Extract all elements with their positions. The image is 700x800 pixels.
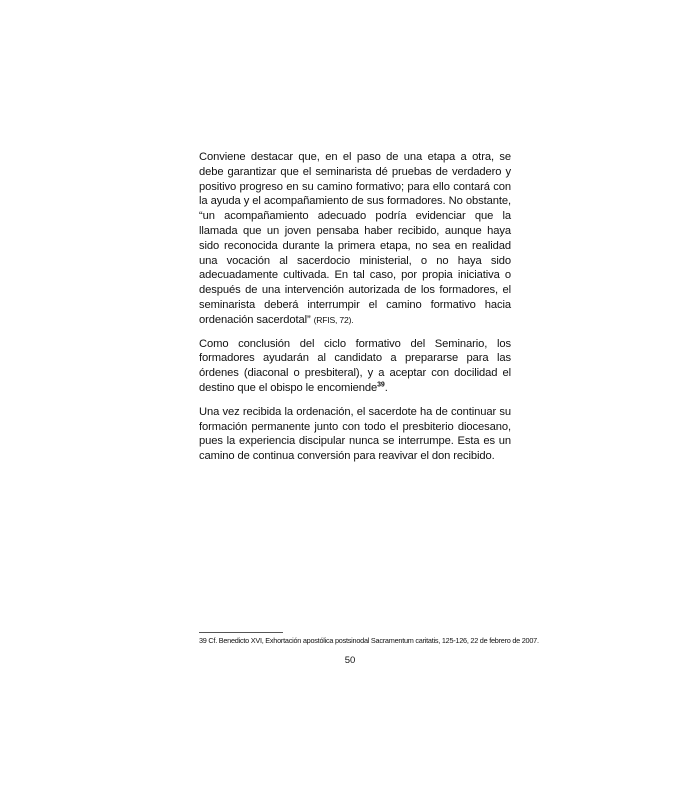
footnote-divider (199, 632, 283, 633)
paragraph (199, 405, 511, 464)
paragraph-text: Una vez recibida la ordenación, el sacerdote ha de continuar su formación permanente junto con todo el presbiterio diocesano, pues la experiencia discipular nunca se interrumpe. Esta es un camino de continua conversión para reavivar el don recibido. (199, 405, 511, 463)
footnote: 39 Cf. Benedicto XVI, Exhortación apostólica postsinodal Sacramentum caritatis, 125-126, 22 de febrero de 2007. (199, 636, 539, 645)
footnote-marker[interactable]: 39 (377, 381, 385, 389)
paragraph-punctuation: . (384, 381, 388, 394)
page-number: 50 (344, 655, 356, 666)
paragraph-text: Conviene destacar que, en el paso de una etapa a otra, se debe garantizar que el seminarista dé pruebas de verdadero y positivo progreso en su camino formativo; para ello contará con la ayuda y el acompañamiento de sus formadores. No obstante, “un acompañamiento adecuado podría evidenciar que la llamada que un joven pensaba haber recibido, aunque haya sido reconocida durante la primera etapa, no sea en realidad una vocación al sacerdocio ministerial, o no haya sido adecuadamente cultivada. En tal caso, por propia iniciativa o después de una intervención autorizada de los formadores, el seminarista deberá interrumpir el camino formativo hacia ordenación sacerdotal” (199, 151, 511, 326)
paragraph (199, 150, 511, 328)
main-text (199, 150, 511, 473)
citation-reference: (RFIS, 72). (313, 314, 354, 325)
paragraph-text: Como conclusión del ciclo formativo del Seminario, los formadores ayudarán al candidato a prepararse para las órdenes (diaconal o presbiteral), y a aceptar con docilidad el destino que el obispo le encomiende (199, 337, 511, 394)
paragraph (199, 337, 511, 396)
